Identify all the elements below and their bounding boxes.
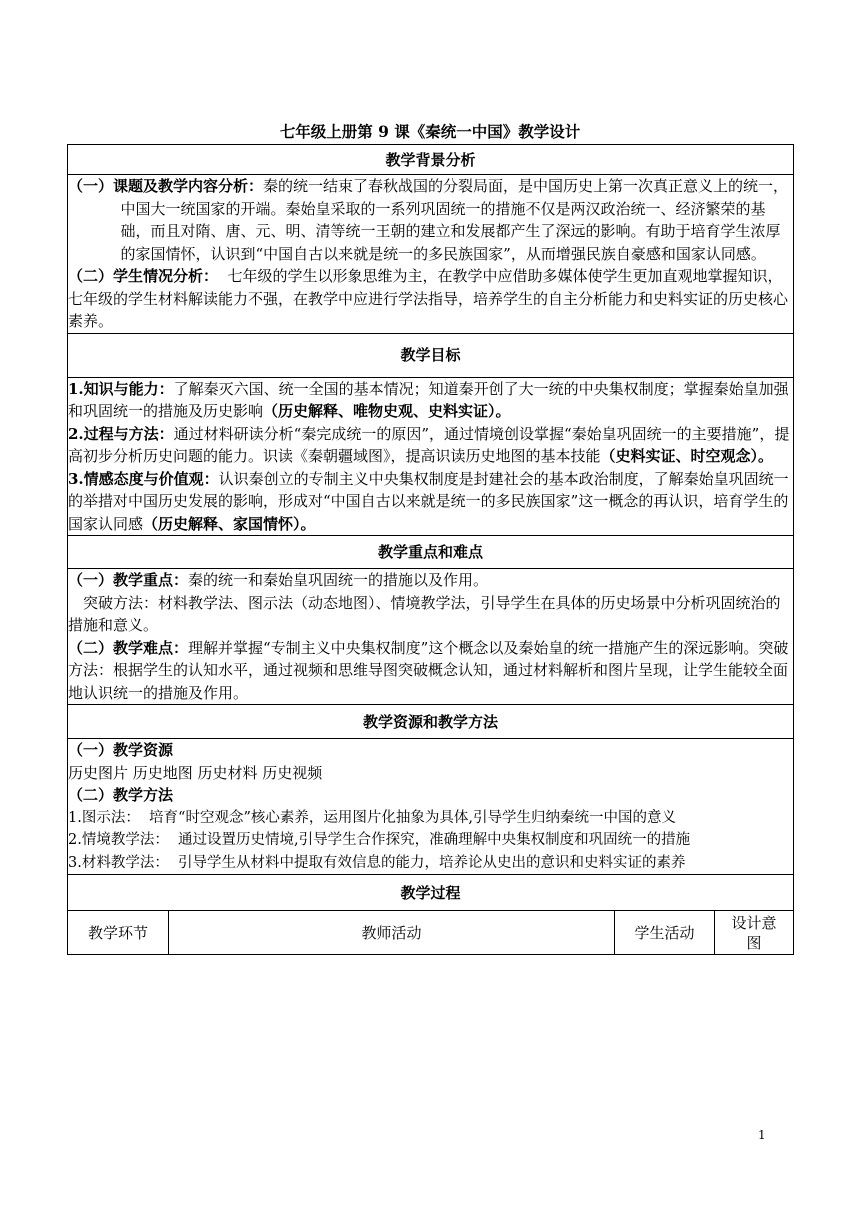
key-point-1-text: 秦的统一和秦始皇巩固统一的措施以及作用。 (188, 571, 489, 589)
key-point-2-label: （二）教学难点： (68, 638, 189, 657)
background-paragraph-3: 七年级的学生材料解读能力不强，在教学中应进行学法指导，培养学生的自主分析能力和史料实证的历史核心素养。 (68, 289, 789, 330)
key-point-1-label: （一）教学重点： (68, 571, 189, 589)
background-label-1: （一）课题及教学内容分析： (68, 177, 264, 195)
objective-3-tag: （历史解释、家国情怀）。 (143, 514, 316, 533)
objectives-cell (68, 377, 794, 536)
section-heading-process: 教学过程 (68, 875, 794, 911)
method-2: 2.情境教学法： 通过设置历史情境,引导学生合作探究，准确理解中央集权制度和巩固统一的措施 (68, 832, 691, 848)
background-analysis-cell (68, 175, 794, 334)
page-number: 1 (758, 1128, 766, 1142)
background-paragraph-2 (68, 265, 793, 288)
objective-2-label: 2.过程与方法： (68, 424, 174, 443)
column-header-stage: 教学环节 (68, 911, 169, 955)
objective-3-text: 认识秦创立的专制主义中央集权制度是封建社会的基本政治制度，了解秦始皇巩固统一的举措对中国历史发展的影响，形成对“中国自古以来就是统一的多民族国家”这一概念的再认识，培育学生的国家认同感 (68, 469, 789, 533)
objective-1-label: 1.知识与能力： (68, 379, 174, 398)
column-header-student: 学生活动 (615, 911, 715, 955)
column-header-teacher: 教师活动 (169, 911, 615, 955)
key-points-cell (68, 569, 794, 705)
key-point-1-method: 突破方法：材料教学法、图示法（动态地图）、情境教学法，引导学生在具体的历史场景中分析巩固统治的措施和意义。 (68, 593, 781, 634)
objective-3 (68, 468, 793, 536)
lesson-plan-table (67, 144, 794, 955)
section-heading-objectives: 教学目标 (68, 333, 794, 377)
section-heading-background: 教学背景分析 (68, 145, 794, 175)
key-point-2 (68, 637, 793, 705)
method-1: 1.图示法： 培育“时空观念”核心素养，运用图片化抽象为具体,引导学生归纳秦统一中国的意义 (68, 809, 676, 826)
resources-cell (68, 739, 794, 875)
method-3: 3.材料教学法： 引导学生从材料中提取有效信息的能力，培养论从史出的意识和史料实证的素养 (68, 854, 686, 871)
background-label-2: （二）学生情况分析： (68, 267, 219, 285)
document-title: 七年级上册第 9 课《秦统一中国》教学设计 (279, 122, 581, 141)
objective-3-label: 3.情感态度与价值观： (68, 469, 219, 488)
methods-label-text: （二）教学方法 (68, 786, 174, 804)
key-point-2-text: 理解并掌握“专制主义中央集权制度”这个概念以及秦始皇的统一措施产生的深远影响。突破方法：根据学生的认知水平，通过视频和思维导图突破概念认知，通过材料解析和图片呈现，让学生能较全面地认识统一的措施及作用。 (68, 638, 789, 702)
objective-2-tag: （史料实证、时空观念）。 (600, 447, 774, 465)
background-paragraph-1 (68, 175, 793, 265)
background-text-1: 秦的统一结束了春秋战国的分裂局面，是中国历史上第一次真正意义上的统一，中国大一统国家的开端。秦始皇采取的一系列巩固统一的措施不仅是两汉政治统一、经济繁荣的基础，而且对隋、唐、元、明、清等统一王朝的建立和发展都产生了深远的影响。有助于培育学生浓厚的家国情怀，认识到“中国自古以来就是统一的多民族国家”，从而增强民族自豪感和国家认同感。 (120, 177, 789, 263)
background-text-2: 七年级的学生以形象思维为主，在教学中应借助多媒体使学生更加直观地掌握知识， (218, 267, 783, 285)
objective-1-text: 了解秦灭六国、统一全国的基本情况；知道秦开创了大一统的中央集权制度；掌握秦始皇加强和巩固统一的措施及历史影响 (68, 379, 789, 420)
column-header-intent: 设计意图 (715, 911, 794, 955)
objective-1 (68, 378, 793, 423)
resources-list: 历史图片 历史地图 历史材料 历史视频 (68, 763, 323, 782)
resources-label-text: （一）教学资源 (68, 741, 174, 759)
methods-label (68, 784, 793, 807)
section-heading-key-points: 教学重点和难点 (68, 536, 794, 569)
objective-1-tag: （历史解释、唯物史观、史料实证）。 (263, 402, 511, 420)
objective-2 (68, 423, 793, 468)
objective-2-text: 通过材料研读分析“秦完成统一的原因”，通过情境创设掌握“秦始皇巩固统一的主要措施”，提高初步分析历史问题的能力。识读《秦朝疆域图》，提高识读历史地图的基本技能 (68, 424, 790, 465)
key-point-1 (68, 569, 793, 592)
section-heading-resources: 教学资源和教学方法 (68, 705, 794, 739)
resources-label (68, 739, 793, 762)
